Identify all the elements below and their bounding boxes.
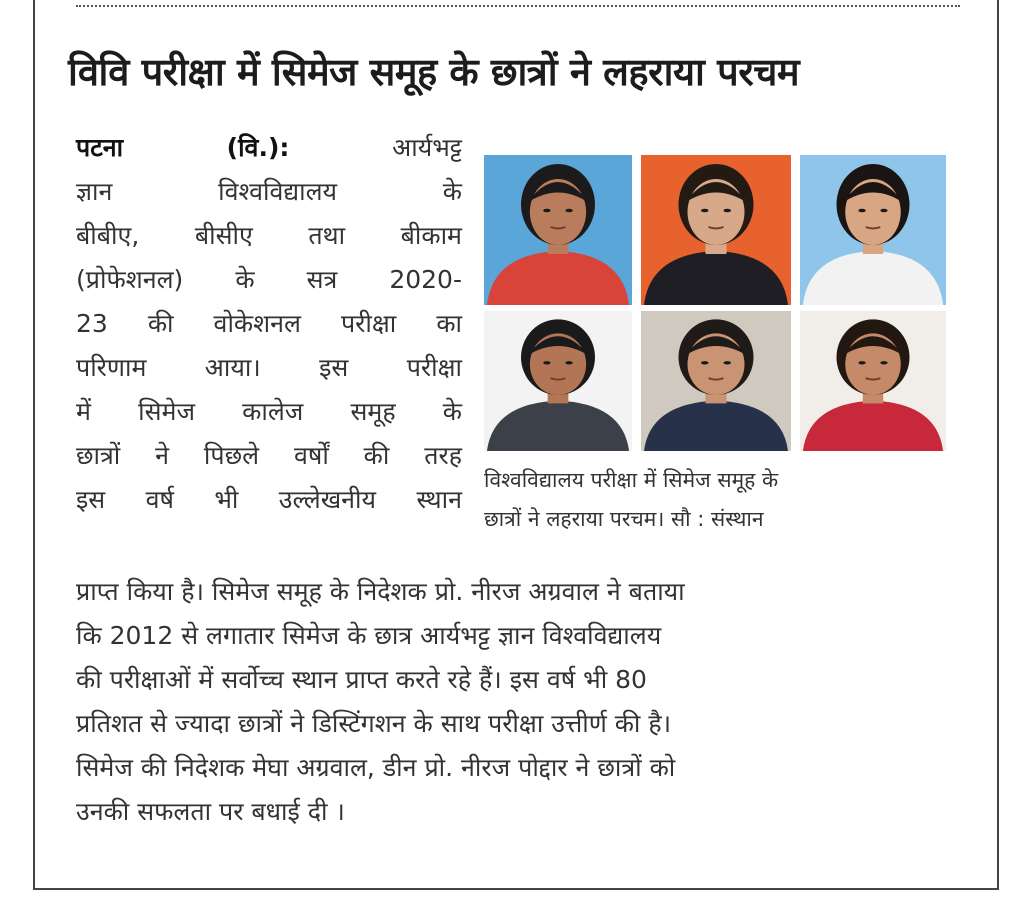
- eye: [858, 209, 865, 213]
- eye: [858, 361, 865, 364]
- portrait-figure: [800, 155, 946, 305]
- photo-caption-line-2: छात्रों ने लहराया परचम। सौ : संस्थान: [484, 507, 764, 531]
- body-line-7: में सिमेज कालेज समूह के: [76, 397, 462, 426]
- body-line-1: [76, 126, 462, 170]
- student-photo-4: [484, 311, 632, 451]
- eye: [880, 209, 887, 213]
- body-line-8: छात्रों ने पिछले वर्षों की तरह: [76, 441, 462, 470]
- eye: [724, 361, 732, 364]
- portrait-figure: [641, 155, 791, 305]
- body-line-9: इस वर्ष भी उल्लेखनीय स्थान: [76, 485, 462, 514]
- student-photo-2: [641, 155, 791, 305]
- eye: [543, 209, 550, 213]
- portrait-figure: [641, 311, 791, 451]
- eye: [724, 209, 732, 213]
- eye: [565, 361, 572, 364]
- student-photo-1: [484, 155, 632, 305]
- eye: [880, 361, 887, 364]
- portrait-figure: [800, 311, 946, 451]
- body-line-15: उनकी सफलता पर बधाई दी ।: [76, 797, 345, 826]
- dotted-separator: [76, 5, 960, 7]
- body-line-11: कि 2012 से लगातार सिमेज के छात्र आर्यभट्ट ज्ञान विश्वविद्यालय: [76, 621, 662, 650]
- headline: विवि परीक्षा में सिमेज समूह के छात्रों ने लहराया परचम: [68, 50, 800, 94]
- body-line-14: सिमेज की निदेशक मेघा अग्रवाल, डीन प्रो. नीरज पोद्दार ने छात्रों को: [76, 753, 676, 782]
- body-line-2: ज्ञान विश्वविद्यालय के: [76, 177, 462, 206]
- body-line-10: प्राप्त किया है। सिमेज समूह के निदेशक प्रो. नीरज अग्रवाल ने बताया: [76, 577, 685, 606]
- body-line-5: 23 की वोकेशनल परीक्षा का: [76, 309, 462, 338]
- eye: [701, 209, 709, 213]
- student-photo-6: [800, 311, 946, 451]
- body-line-6: परिणाम आया। इस परीक्षा: [76, 353, 462, 382]
- body-line-13: प्रतिशत से ज्यादा छात्रों ने डिस्टिंगशन के साथ परीक्षा उत्तीर्ण की है।: [76, 709, 672, 738]
- body-line-3: बीबीए, बीसीए तथा बीकाम: [76, 221, 462, 250]
- body-line-12: की परीक्षाओं में सर्वोच्च स्थान प्राप्त करते रहे हैं। इस वर्ष भी 80: [76, 665, 647, 694]
- eye: [543, 361, 550, 364]
- photo-grid: [484, 155, 946, 451]
- student-photo-5: [641, 311, 791, 451]
- dateline: पटना (वि.):: [76, 133, 290, 162]
- portrait-figure: [484, 311, 632, 451]
- photo-caption-line-1: विश्वविद्यालय परीक्षा में सिमेज समूह के: [484, 468, 779, 492]
- eye: [701, 361, 709, 364]
- body-text: आर्यभट्ट: [392, 133, 463, 162]
- student-photo-3: [800, 155, 946, 305]
- body-line-4: (प्रोफेशनल) के सत्र 2020-: [76, 265, 462, 294]
- portrait-figure: [484, 155, 632, 305]
- eye: [565, 209, 572, 213]
